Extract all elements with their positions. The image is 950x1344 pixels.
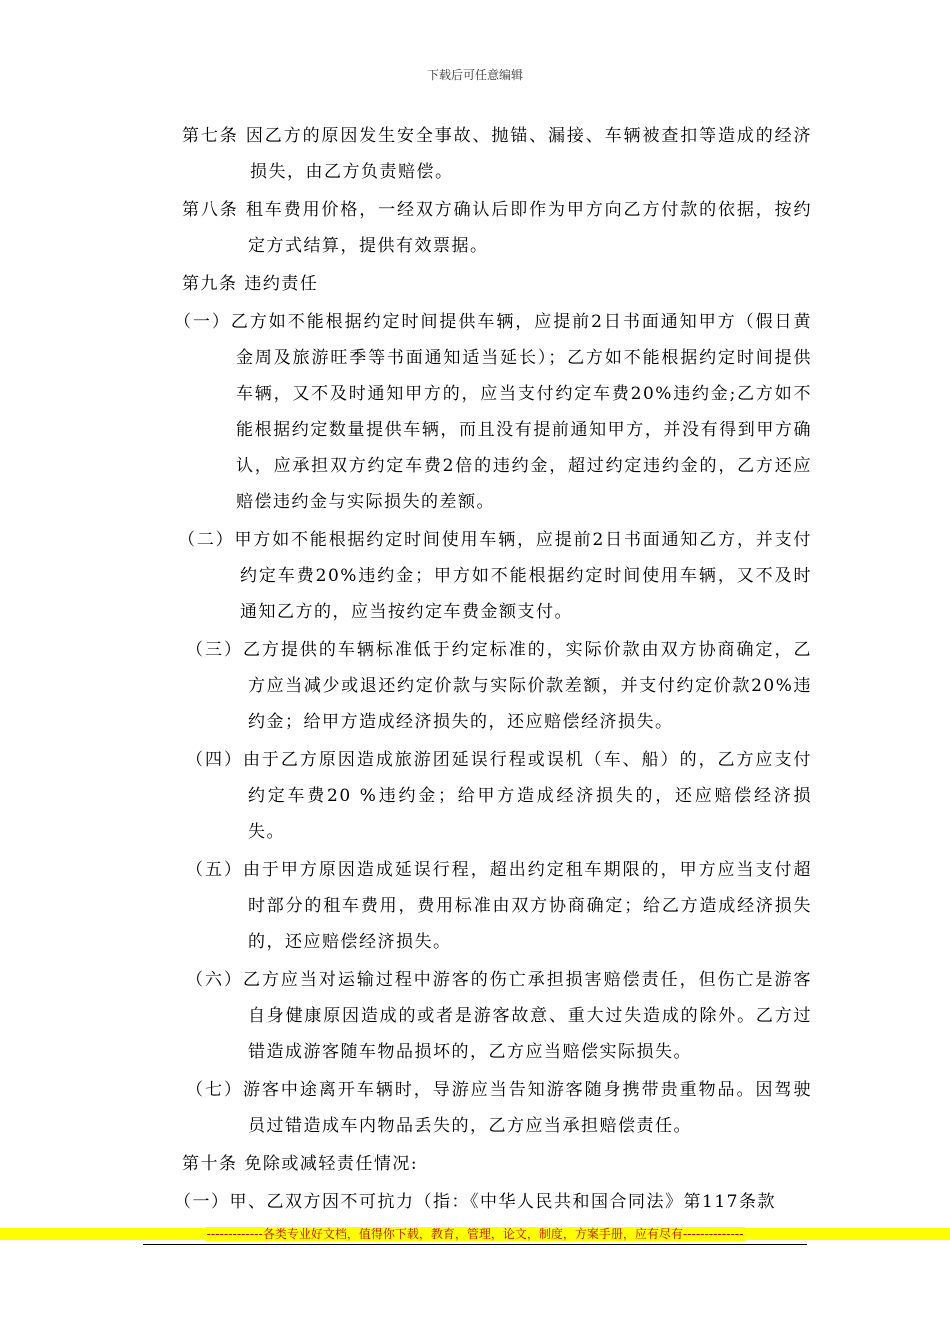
clause-10-1: （一）甲、乙双方因不可抗力（指：《中华人民共和国合同法》第117条款 [174,1192,776,1212]
document-body [174,118,812,1222]
clause-9-7: （七）游客中途离开车辆时，导游应当告知游客随身携带贵重物品。因驾驶员过错造成车内物品丢失的，乙方应当承担赔偿责任。 [186,1080,812,1136]
clause-9-5: （五）由于甲方原因造成延误行程，超出约定租车期限的，甲方应当支付超时部分的租车费用，费用标准由双方协商确定；给乙方造成经济损失的，还应赔偿经济损失。 [186,860,812,952]
clause-9-3: （三）乙方提供的车辆标准低于约定标准的，实际价款由双方协商确定，乙方应当减少或退还约定价款与实际价款差额，并支付约定价款20%违约金；给甲方造成经济损失的，还应赔偿经济损失。 [186,640,812,732]
clause-9-2: （二）甲方如不能根据约定时间使用车辆，应提前2日书面通知乙方，并支付约定车费20%违约金；甲方如不能根据约定时间使用车辆，又不及时通知乙方的，应当按约定车费金额支付。 [178,530,812,622]
clause-9-6: （六）乙方应当对运输过程中游客的伤亡承担损害赔偿责任，但伤亡是游客自身健康原因造成的或者是游客故意、重大过失造成的除外。乙方过错造成游客随车物品损坏的，乙方应当赔偿实际损失。 [186,970,812,1062]
article-10-heading: 第十条 免除或减轻责任情况: [182,1154,419,1174]
footer-banner [0,1225,950,1242]
clause-9-4: （四）由于乙方原因造成旅游团延误行程或误机（车、船）的，乙方应支付约定车费20 %违约金；给甲方造成经济损失的，还应赔偿经济损失。 [186,750,812,842]
header-note: 下载后可任意编辑 [426,68,523,82]
article-7: 第七条 因乙方的原因发生安全事故、抛锚、漏接、车辆被查扣等造成的经济损失，由乙方负责赔偿。 [182,126,812,182]
clause-9-1: （一）乙方如不能根据约定时间提供车辆，应提前2日书面通知甲方（假日黄金周及旅游旺季等书面通知适当延长）；乙方如不能根据约定时间提供车辆，又不及时通知甲方的，应当支付约定车费20%违约金;乙方如不能根据约定数量提供车辆，而且没有提前通知甲方，并没有得到甲方确认，应承担双方约定车费2倍的违约金，超过约定违约金的，乙方还应赔偿违约金与实际损失的差额。 [174,312,812,512]
article-9-heading: 第九条 违约责任 [182,274,319,294]
footer-divider [143,1244,807,1245]
article-8: 第八条 租车费用价格，一经双方确认后即作为甲方向乙方付款的依据，按约定方式结算，提供有效票据。 [182,200,812,256]
footer-banner-text: -------------各类专业好文档，值得你下载，教育，管理，论文，制度，方案手册，应有尽有-------------- [206,1227,744,1241]
